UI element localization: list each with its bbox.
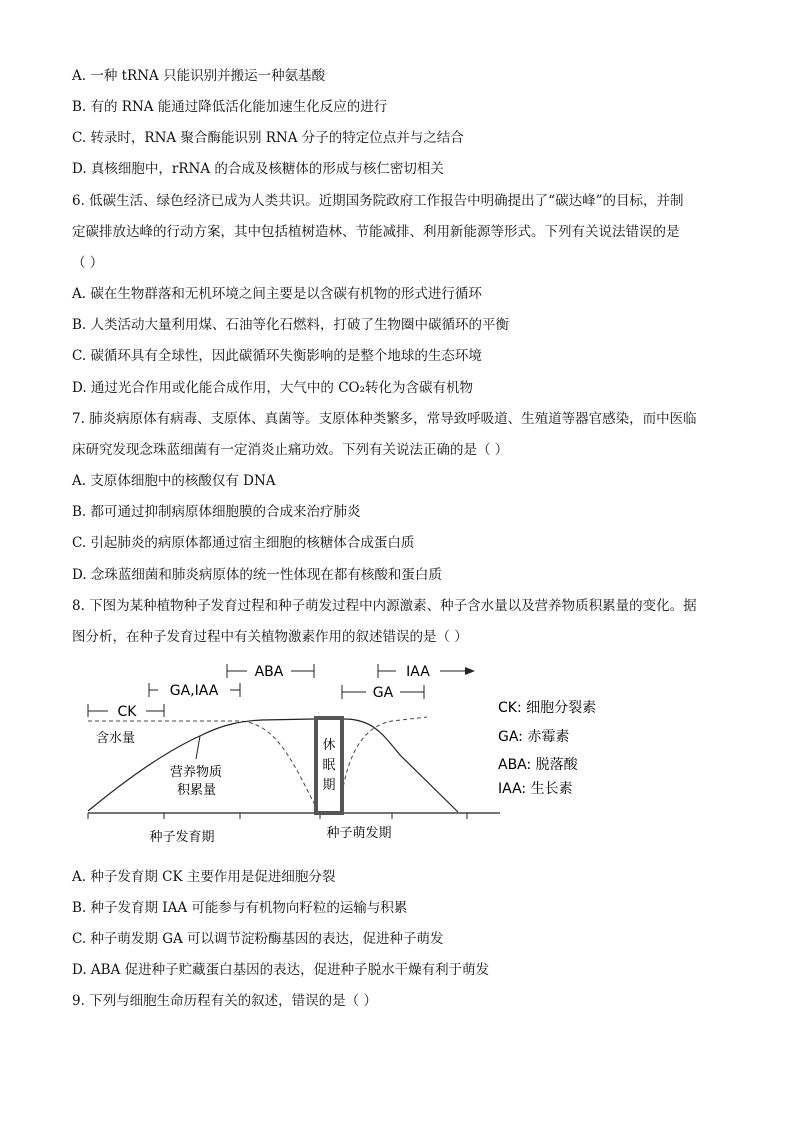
- option-7b: B. 都可通过抑制病原体细胞膜的合成来治疗肺炎: [72, 504, 361, 520]
- water-content-curve-germination: [340, 717, 427, 807]
- option-5a: A. 一种 tRNA 只能识别并搬运一种氨基酸: [72, 68, 326, 84]
- option-6a: A. 碳在生物群落和无机环境之间主要是以含碳有机物的形式进行循环: [72, 286, 482, 302]
- range-label-ga-iaa: GA,IAA: [169, 683, 219, 699]
- dormancy-char-3: 期: [322, 778, 336, 793]
- range-label-aba: ABA: [254, 664, 284, 680]
- option-6d: D. 通过光合作用或化能合成作用，大气中的 CO₂转化为含碳有机物: [72, 380, 474, 396]
- nutrient-label-line-1: 营养物质: [170, 765, 223, 780]
- nutrient-label-line-2: 积累量: [177, 783, 217, 798]
- range-ga-iaa: [149, 680, 240, 699]
- dormancy-char-1: 休: [322, 738, 336, 753]
- option-8b: B. 种子发育期 IAA 可能参与有机物向籽粒的运输与积累: [72, 900, 408, 916]
- option-5b: B. 有的 RNA 能通过降低活化能加速生化反应的进行: [72, 99, 388, 115]
- option-8d: D. ABA 促进种子贮藏蛋白基因的表达，促进种子脱水干燥有利于萌发: [72, 962, 490, 978]
- option-5c: C. 转录时，RNA 聚合酶能识别 RNA 分子的特定位点并与之结合: [72, 130, 464, 146]
- option-7d: D. 念珠蓝细菌和肺炎病原体的统一性体现在都有核酸和蛋白质: [72, 567, 442, 583]
- hormone-diagram: [82, 655, 642, 855]
- question-8-stem-line-2: 图分析，在种子发育过程中有关植物激素作用的叙述错误的是（ ）: [72, 629, 468, 645]
- range-label-ck: CK: [117, 704, 137, 720]
- option-6b: B. 人类活动大量利用煤、石油等化石燃料，打破了生物圈中碳循环的平衡: [72, 317, 510, 333]
- legend-ck: CK: 细胞分裂素: [498, 700, 597, 716]
- nutrient-decline-curve: [344, 719, 458, 812]
- phase-label-germination: 种子萌发期: [326, 826, 392, 841]
- dormancy-char-2: 眠: [322, 758, 336, 773]
- phase-label-development: 种子发育期: [149, 830, 215, 845]
- hormone-diagram-svg: [82, 655, 642, 855]
- range-label-ga: GA: [372, 685, 394, 701]
- range-iaa-germination: [378, 661, 474, 680]
- range-aba: [227, 661, 314, 680]
- range-ck: [88, 701, 164, 720]
- legend-aba: ABA: 脱落酸: [498, 757, 578, 773]
- option-6c: C. 碳循环具有全球性，因此碳循环失衡影响的是整个地球的生态环境: [72, 348, 482, 364]
- question-7-stem-line-2: 床研究发现念珠蓝细菌有一定消炎止痛功效。下列有关说法正确的是（ ）: [72, 442, 509, 458]
- range-label-iaa: IAA: [406, 664, 430, 680]
- question-6-stem-line-2: 定碳排放达峰的行动方案，其中包括植树造林、节能减排、利用新能源等形式。下列有关说法错误的是: [72, 224, 680, 240]
- option-7c: C. 引起肺炎的病原体都通过宿主细胞的核糖体合成蛋白质: [72, 535, 415, 551]
- hormone-legend: [498, 700, 596, 797]
- question-9-stem: 9. 下列与细胞生命历程有关的叙述，错误的是（ ）: [72, 993, 377, 1009]
- option-7a: A. 支原体细胞中的核酸仅有 DNA: [72, 473, 276, 489]
- question-6-answer-bracket: （ ）: [72, 255, 104, 271]
- question-7-stem-line-1: 7. 肺炎病原体有病毒、支原体、真菌等。支原体种类繁多，常导致呼吸道、生殖道等器官感染，而中医临: [72, 411, 697, 427]
- legend-iaa: IAA: 生长素: [498, 781, 573, 797]
- range-ga-germination: [342, 682, 424, 701]
- water-content-label: 含水量: [96, 731, 136, 746]
- question-8-stem-line-1: 8. 下图为某种植物种子发育过程和种子萌发过程中内源激素、种子含水量以及营养物质积累量的变化。据: [72, 598, 697, 614]
- question-6-stem-line-1: 6. 低碳生活、绿色经济已成为人类共识。近期国务院政府工作报告中明确提出了“碳达峰”的目标，并制: [72, 193, 684, 209]
- option-8a: A. 种子发育期 CK 主要作用是促进细胞分裂: [72, 869, 336, 885]
- option-8c: C. 种子萌发期 GA 可以调节淀粉酶基因的表达，促进种子萌发: [72, 931, 444, 947]
- nutrient-pointer-line: [196, 736, 200, 759]
- legend-ga: GA: 赤霉素: [498, 729, 570, 745]
- option-5d: D. 真核细胞中，rRNA 的合成及核糖体的形成与核仁密切相关: [72, 161, 444, 177]
